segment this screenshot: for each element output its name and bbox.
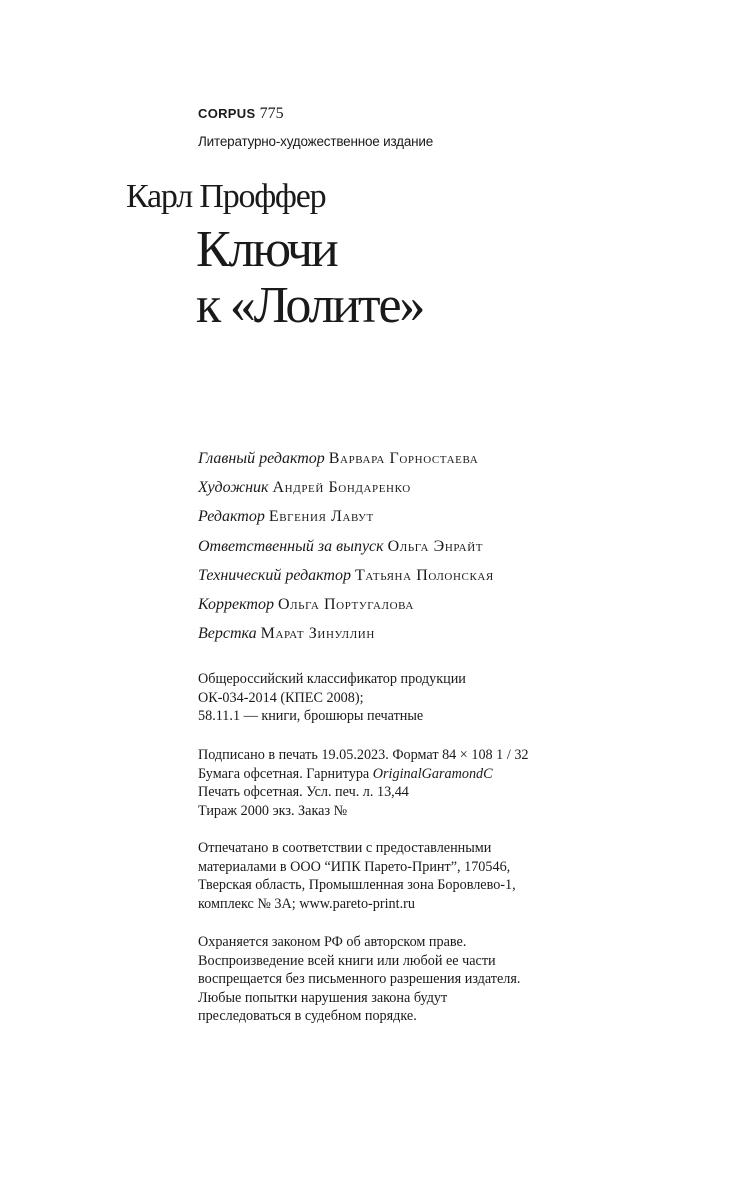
- copyright-line: Воспроизведение всей книги или любой ее части: [198, 952, 496, 969]
- book-title-line-2: к «Лолите»: [196, 277, 424, 334]
- book-title-line-1: Ключи: [196, 221, 337, 278]
- printed-at-line: комплекс № 3А; www.pareto-print.ru: [198, 895, 415, 912]
- printed-at-line: материалами в ООО “ИПК Парето-Принт”, 170546,: [198, 858, 511, 875]
- credit-row: [198, 590, 494, 619]
- classifier-line: ОК-034-2014 (КПЕС 2008);: [198, 689, 364, 706]
- copyright-line: Охраняется законом РФ об авторском праве.: [198, 934, 467, 950]
- series-line: [198, 104, 284, 124]
- credit-row: [198, 619, 494, 648]
- credit-role: Художник: [198, 479, 269, 497]
- credit-person: Андрей Бондаренко: [272, 479, 411, 497]
- credit-person: Евгения Лавут: [268, 508, 374, 526]
- copyright-block: [198, 933, 520, 1026]
- classifier-block: [198, 670, 466, 726]
- credit-person: Татьяна Полонская: [354, 566, 494, 584]
- credit-row: [198, 532, 494, 561]
- credit-row: [198, 444, 494, 473]
- author-name: Карл Проффер: [126, 178, 326, 215]
- credit-role: Редактор: [198, 508, 265, 526]
- printed-at-line: Тверская область, Промышленная зона Боровлево-1,: [198, 877, 516, 894]
- genre-label: Литературно-художественное издание: [198, 134, 434, 149]
- credit-person: Марат Зинуллин: [260, 625, 375, 643]
- printing-paper-text: Бумага офсетная. Гарнитура: [198, 765, 373, 782]
- copyright-line: воспрещается без письменного разрешения издателя.: [198, 971, 521, 988]
- credit-role: Ответственный за выпуск: [198, 537, 384, 555]
- printing-print-line: Печать офсетная. Усл. печ. л. 13,44: [198, 784, 409, 801]
- printing-typeface: OriginalGaramondC: [372, 765, 493, 782]
- printing-signed-line: Подписано в печать 19.05.2023. Формат 84 × 108 1 / 32: [198, 747, 529, 763]
- copyright-line: Любые попытки нарушения закона будут: [198, 989, 448, 1006]
- printing-details-block: [198, 746, 529, 820]
- printed-at-block: [198, 839, 516, 913]
- classifier-line: 58.11.1 — книги, брошюры печатные: [198, 708, 424, 725]
- credit-row: [198, 473, 494, 502]
- credit-role: Технический редактор: [198, 566, 351, 584]
- credit-row: [198, 561, 494, 590]
- series-number: 775: [259, 105, 284, 122]
- copyright-line: преследоваться в судебном порядке.: [198, 1008, 417, 1025]
- credit-row: [198, 502, 494, 531]
- credits-list: [198, 444, 494, 648]
- credit-person: Ольга Энрайт: [387, 537, 484, 555]
- book-title: [196, 222, 423, 334]
- printed-at-line: Отпечатано в соответствии с предоставленными: [198, 840, 492, 856]
- credit-person: Варвара Горностаева: [328, 450, 479, 467]
- credit-person: Ольга Португалова: [277, 596, 414, 614]
- series-brand: CORPUS: [198, 106, 256, 121]
- credit-role: Главный редактор: [198, 450, 325, 467]
- credit-role: Верстка: [198, 625, 257, 643]
- credit-role: Корректор: [198, 596, 274, 614]
- printing-run-line: Тираж 2000 экз. Заказ №: [198, 802, 348, 819]
- classifier-line: Общероссийский классификатор продукции: [198, 671, 466, 687]
- printing-paper-line: [198, 765, 529, 784]
